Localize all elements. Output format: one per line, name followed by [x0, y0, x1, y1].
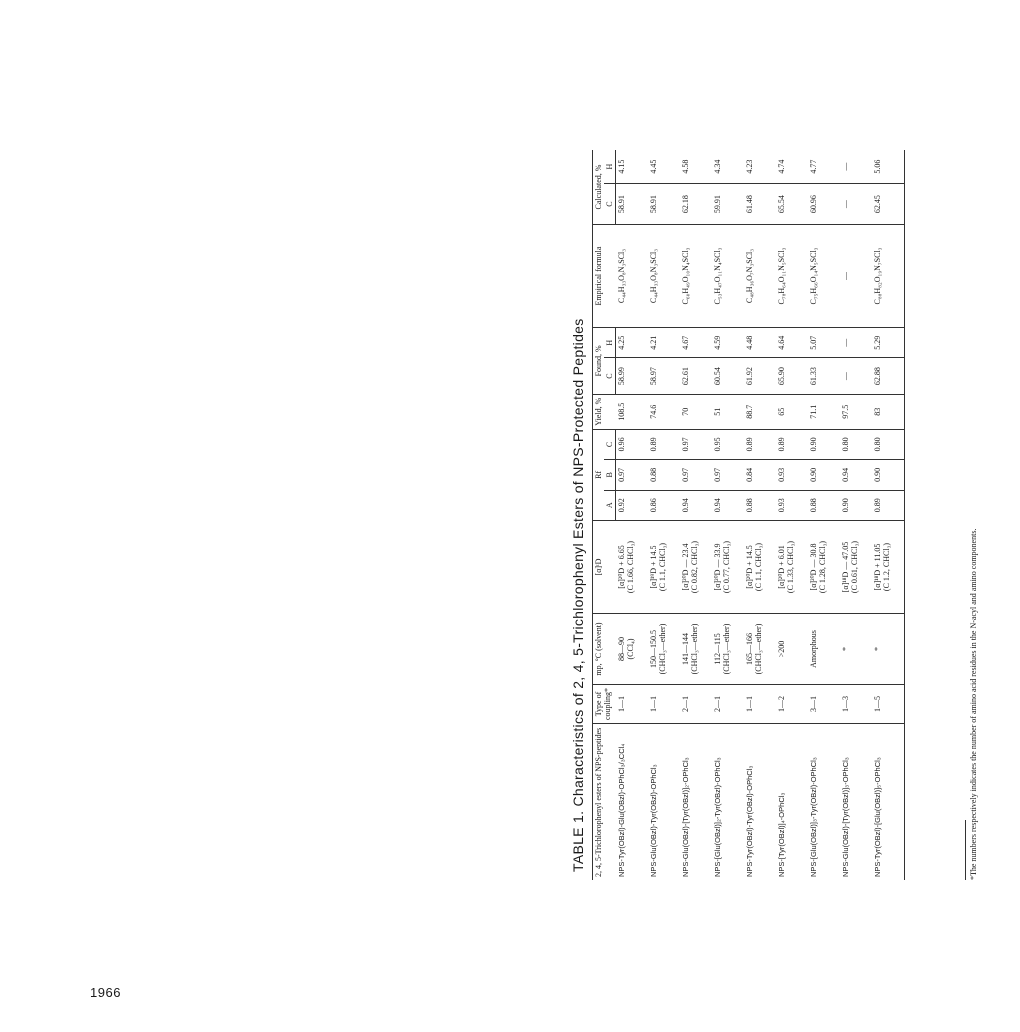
cell-rf-c-text: 0.89 — [649, 437, 658, 452]
cell-calc-h — [712, 150, 744, 184]
cell-coupling — [776, 685, 808, 724]
table-row — [840, 150, 872, 880]
cell-mp-solvent-text: (CHCl₃—ether) — [722, 623, 731, 675]
cell-rf-a-text: 0.92 — [617, 498, 626, 513]
cell-peptide — [712, 724, 744, 881]
cell-calc-h — [872, 150, 905, 184]
cell-rf-c — [648, 429, 680, 459]
cell-mp — [744, 614, 776, 685]
cell-formula — [840, 225, 872, 328]
cell-mp — [840, 614, 872, 685]
cell-rf-b — [840, 460, 872, 490]
cell-found-c-text: 65.90 — [777, 367, 786, 386]
cell-found-h-text: 4.64 — [777, 335, 786, 350]
cell-yield-text: 65 — [777, 407, 786, 416]
cell-formula-text: C₅₃H₄₇O₁₁N₄SCl₃ — [713, 247, 722, 305]
cell-rf-a — [712, 490, 744, 520]
cell-mp-text: Amorphous — [809, 630, 818, 668]
cell-peptide-text: NPS-Glu(OBzl)-Tyr(OBzl)-OPhCl₃ — [649, 764, 658, 877]
cell-rf-a — [840, 490, 872, 520]
cell-formula — [776, 225, 808, 328]
cell-calc-c — [648, 184, 680, 225]
cell-yield — [648, 394, 680, 429]
cell-rotation-cond-text: (C 0.61, CHCl₃) — [850, 540, 859, 594]
cell-yield-text: 88.7 — [745, 404, 754, 419]
cell-found-c-text: — — [841, 372, 850, 381]
header-found-c: C — [604, 358, 616, 394]
cell-rotation — [680, 521, 712, 614]
cell-rf-b — [744, 460, 776, 490]
cell-calc-h-text: 4.23 — [745, 159, 754, 174]
cell-rf-b — [712, 460, 744, 490]
cell-found-c-text: 61.33 — [809, 367, 818, 386]
cell-formula-text: C₄₈H₃₆O₇N₃SCl₃ — [745, 248, 754, 304]
cell-formula-text: — — [841, 272, 850, 281]
cell-calc-c-text: — — [841, 200, 850, 209]
cell-calc-h — [776, 150, 808, 184]
cell-calc-c-text: 62.18 — [681, 195, 690, 214]
cell-rf-c-text: 0.89 — [777, 437, 786, 452]
cell-calc-h-text: 4.77 — [809, 159, 818, 174]
cell-peptide-text: NPS-[Glu(OBzl)]₂-Tyr(OBzl)-OPhCl₃ — [713, 757, 722, 877]
cell-rf-c-text: 0.90 — [809, 437, 818, 452]
cell-peptide — [616, 724, 649, 881]
cell-rf-c — [872, 429, 905, 459]
cell-found-h-text: 5.07 — [809, 335, 818, 350]
cell-calc-c — [680, 184, 712, 225]
cell-formula — [744, 225, 776, 328]
cell-rf-a-text: 0.88 — [745, 498, 754, 513]
cell-rotation — [712, 521, 744, 614]
cell-yield-text: 108.5 — [616, 402, 626, 421]
cell-calc-h-text: 5.06 — [873, 159, 882, 174]
cell-calc-c — [776, 184, 808, 225]
cell-rf-a-text: 0.86 — [649, 498, 658, 513]
cell-calc-c-text: 60.96 — [809, 195, 818, 214]
cell-mp — [680, 614, 712, 685]
cell-rf-c-text: 0.96 — [617, 437, 626, 452]
cell-found-c — [712, 358, 744, 394]
cell-found-c — [872, 358, 905, 394]
cell-peptide — [808, 724, 840, 881]
cell-calc-c — [616, 184, 649, 225]
header-rotation: [α]ᵗD — [593, 521, 616, 614]
cell-mp-text: 112—115 — [713, 633, 722, 665]
cell-found-h-text: — — [841, 338, 850, 347]
cell-peptide — [776, 724, 808, 881]
cell-rf-c — [808, 429, 840, 459]
cell-calc-h-text: 4.15 — [617, 159, 626, 174]
cell-found-c-text: 62.61 — [681, 367, 690, 386]
cell-rotation — [648, 521, 680, 614]
cell-calc-h-text: 4.34 — [713, 159, 722, 174]
cell-found-c-text: 61.92 — [745, 367, 754, 386]
cell-peptide-text: NPS-Glu(OBzl)-[Tyr(OBzl)]₃-OPhCl₃ — [841, 757, 850, 877]
rotated-table-block — [570, 120, 1020, 880]
header-calc-c: C — [604, 184, 616, 225]
cell-coupling-text: 3—1 — [809, 696, 818, 712]
cell-calc-h — [680, 150, 712, 184]
cell-rf-b — [648, 460, 680, 490]
cell-rf-c-text: 0.80 — [841, 437, 850, 452]
cell-peptide-text: NPS-Tyr(OBzl)-Glu(OBzl)-OPhCl₃/₃CCl₄ — [616, 743, 626, 877]
cell-rf-a — [616, 490, 649, 520]
cell-peptide — [840, 724, 872, 881]
cell-rotation-cond-text: (C 1.33, CHCl₃) — [786, 540, 795, 594]
cell-rotation-text: [α]²⁰D — 23.4 — [681, 543, 690, 591]
cell-formula — [808, 225, 840, 328]
cell-formula — [616, 225, 649, 328]
table-row — [648, 150, 680, 880]
cell-rotation-text: [α]²⁰D + 6.01 — [777, 545, 786, 589]
cell-coupling — [712, 685, 744, 724]
cell-calc-h — [648, 150, 680, 184]
cell-coupling-text: 2—1 — [681, 696, 690, 712]
cell-rf-a-text: 0.93 — [777, 498, 786, 513]
header-coupling: Type of coupling* — [593, 685, 616, 724]
cell-coupling — [744, 685, 776, 724]
cell-found-h — [808, 328, 840, 358]
cell-coupling — [680, 685, 712, 724]
header-peptide: 2, 4, 5-Trichlorophenyl esters of NPS-peptides — [593, 724, 616, 881]
cell-mp — [648, 614, 680, 685]
cell-found-h — [616, 328, 649, 358]
table-row — [776, 150, 808, 880]
cell-mp — [872, 614, 905, 685]
cell-rf-b-text: 0.84 — [745, 467, 754, 482]
cell-formula-text: C₆₀H₄₉O₁₀N₄SCl₃ — [681, 247, 690, 305]
cell-coupling — [840, 685, 872, 724]
cell-peptide-text: NPS-Glu(OBzl)-[Tyr(OBzl)]₂-OPhCl₃ — [681, 757, 690, 877]
cell-mp-solvent-text: (CHCl₃—ether) — [754, 623, 763, 675]
cell-rotation — [840, 521, 872, 614]
cell-coupling-text: 1—3 — [841, 696, 850, 712]
cell-formula — [680, 225, 712, 328]
cell-coupling-text: 2—1 — [713, 696, 722, 712]
cell-calc-c — [808, 184, 840, 225]
cell-rotation-cond-text: (C 1.1, CHCl₃) — [754, 542, 763, 592]
cell-mp-text: 88—90 — [616, 637, 626, 661]
cell-rf-c-text: 0.97 — [681, 437, 690, 452]
table-footnote: *The numbers respectively indicates the number of amino acid residues in the N-acyl and amino components. — [969, 528, 978, 880]
cell-peptide-text: NPS-[Glu(OBzl)]₃-Tyr(OBzl)-OPhCl₃ — [809, 757, 818, 877]
cell-rf-b-text: 0.97 — [713, 467, 722, 482]
table-row — [680, 150, 712, 880]
cell-rf-a — [680, 490, 712, 520]
cell-formula-text: C₇₈H₆₄O₁₁N₅SCl₃ — [777, 247, 786, 305]
header-rf-a: A — [604, 490, 616, 520]
footnote-rule — [965, 820, 966, 880]
cell-calc-c — [872, 184, 905, 225]
cell-peptide-text: NPS-[Tyr(OBzl)]₄-OPhCl₃ — [777, 792, 786, 877]
cell-yield — [872, 394, 905, 429]
cell-mp-solvent-text: (CHCl₃—ether) — [658, 623, 667, 675]
cell-coupling-text: 1—5 — [873, 696, 882, 712]
cell-rotation — [744, 521, 776, 614]
cell-yield — [840, 394, 872, 429]
header-found: Found, % — [593, 328, 605, 395]
cell-rf-a-text: 0.89 — [873, 498, 882, 513]
cell-peptide — [744, 724, 776, 881]
cell-calc-c-text: 59.91 — [713, 195, 722, 214]
cell-rf-c-text: 0.80 — [873, 437, 882, 452]
cell-yield-text: 51 — [713, 407, 722, 416]
cell-rf-a — [776, 490, 808, 520]
cell-rf-b-text: 0.93 — [777, 467, 786, 482]
cell-rotation — [616, 521, 649, 614]
cell-rf-b — [616, 460, 649, 490]
cell-yield — [808, 394, 840, 429]
cell-calc-h-text: — — [841, 162, 850, 171]
cell-rf-b — [680, 460, 712, 490]
cell-formula — [872, 225, 905, 328]
cell-rf-c-text: 0.89 — [745, 437, 754, 452]
cell-rf-a-text: 0.94 — [681, 498, 690, 513]
table-row — [872, 150, 905, 880]
cell-calc-c-text: 61.48 — [745, 195, 754, 214]
header-calc-h: H — [604, 150, 616, 184]
cell-found-c-text: 60.54 — [713, 367, 722, 386]
header-formula: Empirical formula — [593, 225, 616, 328]
table-row — [712, 150, 744, 880]
cell-found-c — [744, 358, 776, 394]
cell-rotation-text: [α]¹⁸D — 47.05 — [841, 541, 850, 593]
cell-calc-h — [840, 150, 872, 184]
cell-rf-a — [872, 490, 905, 520]
cell-rotation-cond-text: (C 1.28, CHCl₃) — [818, 540, 827, 594]
cell-found-h — [872, 328, 905, 358]
cell-coupling — [808, 685, 840, 724]
header-found-h: H — [604, 328, 616, 358]
cell-rotation-text: [α]²⁰D + 14.5 — [745, 545, 754, 589]
cell-mp-solvent-text: (CCl₄) — [625, 638, 635, 660]
cell-calc-h-text: 4.58 — [681, 159, 690, 174]
cell-coupling — [872, 685, 905, 724]
cell-yield-text: 70 — [681, 407, 690, 416]
cell-peptide-text: NPS-Tyr(OBzl)-Tyr(OBzl)-OPhCl₃ — [745, 765, 754, 877]
characteristics-table — [592, 150, 905, 880]
header-rf-b: B — [604, 460, 616, 490]
cell-found-h — [712, 328, 744, 358]
cell-yield — [776, 394, 808, 429]
cell-found-h — [744, 328, 776, 358]
header-calc: Calculated, % — [593, 150, 605, 225]
cell-mp — [808, 614, 840, 685]
cell-calc-c-text: 58.91 — [617, 195, 626, 214]
cell-calc-h-text: 4.74 — [777, 159, 786, 174]
cell-rotation-text: [α]²⁰D + 6.65 — [616, 545, 626, 589]
cell-found-c-text: 58.99 — [617, 367, 626, 386]
cell-rotation-cond-text: (C 1.2, CHCl₃) — [882, 542, 891, 592]
cell-yield — [744, 394, 776, 429]
cell-rotation — [808, 521, 840, 614]
cell-rf-b-text: 0.97 — [681, 467, 690, 482]
cell-mp — [616, 614, 649, 685]
cell-peptide-text: NPS-Tyr(OBzl)-[Glu(OBzl)]₅-OPhCl₃ — [873, 757, 882, 877]
cell-rf-c — [776, 429, 808, 459]
table-body — [616, 150, 905, 880]
cell-found-h-text: 4.21 — [649, 335, 658, 350]
cell-rotation — [776, 521, 808, 614]
cell-yield-text: 71.1 — [809, 404, 818, 419]
cell-coupling — [616, 685, 649, 724]
cell-calc-h — [744, 150, 776, 184]
cell-peptide — [648, 724, 680, 881]
cell-rotation-text: [α]¹⁸D + 11.05 — [873, 543, 882, 591]
cell-mp-text: * — [841, 647, 850, 651]
cell-calc-h — [808, 150, 840, 184]
cell-rotation — [872, 521, 905, 614]
cell-mp-text: >200 — [777, 640, 786, 658]
cell-rf-a-text: 0.94 — [713, 498, 722, 513]
cell-rf-a — [744, 490, 776, 520]
cell-rf-c-text: 0.95 — [713, 437, 722, 452]
cell-found-c-text: 62.88 — [873, 367, 882, 386]
cell-coupling-text: 1—1 — [616, 696, 626, 712]
cell-calc-c — [744, 184, 776, 225]
cell-found-h — [776, 328, 808, 358]
cell-yield-text: 74.6 — [649, 404, 658, 419]
cell-coupling-text: 1—1 — [745, 696, 754, 712]
cell-mp-solvent-text: (CHCl₃—ether) — [690, 623, 699, 675]
cell-yield — [616, 394, 649, 429]
cell-rf-a — [648, 490, 680, 520]
cell-yield-text: 97.5 — [841, 404, 850, 419]
cell-calc-c-text: 65.54 — [777, 195, 786, 214]
cell-calc-h-text: 4.45 — [649, 159, 658, 174]
table-caption: TABLE 1. Characteristics of 2, 4, 5-Trichlorophenyl Esters of NPS-Protected Peptides — [570, 318, 586, 872]
header-mp: mp, °C (solvent) — [593, 614, 616, 685]
cell-calc-c-text: 58.91 — [649, 195, 658, 214]
cell-rotation-text: [α]¹⁹D + 14.5 — [649, 545, 658, 589]
cell-yield — [680, 394, 712, 429]
cell-formula-text: C₄₄H₃₃O₈N₃SCl₃ — [649, 248, 658, 304]
cell-rotation-cond-text: (C 1.1, CHCl₃) — [658, 542, 667, 592]
cell-rf-c — [712, 429, 744, 459]
cell-mp — [712, 614, 744, 685]
cell-rf-b-text: 0.90 — [809, 467, 818, 482]
cell-calc-c — [840, 184, 872, 225]
table-row — [616, 150, 649, 880]
cell-rf-b-text: 0.94 — [841, 467, 850, 482]
cell-rf-c — [744, 429, 776, 459]
header-yield: Yield, % — [593, 394, 616, 429]
cell-mp-text: 165—166 — [745, 633, 754, 665]
cell-found-h — [680, 328, 712, 358]
cell-rf-b — [776, 460, 808, 490]
cell-rf-a-text: 0.88 — [809, 498, 818, 513]
cell-mp — [776, 614, 808, 685]
cell-found-c — [776, 358, 808, 394]
cell-found-h — [648, 328, 680, 358]
cell-calc-c — [712, 184, 744, 225]
header-rf-c: C — [604, 429, 616, 459]
cell-rf-b — [872, 460, 905, 490]
cell-rf-c — [680, 429, 712, 459]
cell-yield — [712, 394, 744, 429]
cell-rotation-text: [α]²⁰D — 33.9 — [713, 543, 722, 591]
cell-coupling — [648, 685, 680, 724]
cell-rf-b-text: 0.97 — [617, 467, 626, 482]
cell-calc-c-text: 62.45 — [873, 195, 882, 214]
cell-formula-text: C₈₈H₈₂O₁₉N₇SCl₃ — [873, 247, 882, 305]
cell-found-h-text: 5.29 — [873, 335, 882, 350]
header-rf: Rf — [593, 429, 605, 520]
cell-rf-c — [616, 429, 649, 459]
cell-rf-b-text: 0.90 — [873, 467, 882, 482]
table-row — [744, 150, 776, 880]
cell-found-c — [808, 358, 840, 394]
cell-rf-a — [808, 490, 840, 520]
cell-found-h — [840, 328, 872, 358]
cell-rotation-cond-text: (C 0.77, CHCl₃) — [722, 540, 731, 594]
cell-mp-text: * — [873, 647, 882, 651]
table-row — [808, 150, 840, 880]
cell-peptide — [680, 724, 712, 881]
cell-rotation-text: [α]²⁰D — 30.8 — [809, 543, 818, 591]
cell-found-c — [616, 358, 649, 394]
cell-formula — [648, 225, 680, 328]
cell-mp-text: 141—144 — [681, 633, 690, 665]
cell-yield-text: 83 — [873, 407, 882, 416]
cell-rf-c — [840, 429, 872, 459]
cell-rotation-cond-text: (C 1.66, CHCl₃) — [625, 540, 635, 594]
cell-coupling-text: 1—1 — [649, 696, 658, 712]
cell-found-c — [648, 358, 680, 394]
cell-formula-text: C₄₄H₃₃O₈N₃SCl₃ — [616, 248, 626, 304]
cell-found-h-text: 4.25 — [617, 335, 626, 350]
cell-found-c-text: 58.97 — [649, 367, 658, 386]
cell-found-h-text: 4.67 — [681, 335, 690, 350]
page-number: 1966 — [90, 985, 121, 1000]
cell-peptide — [872, 724, 905, 881]
cell-rotation-cond-text: (C 0.82, CHCl₃) — [690, 540, 699, 594]
cell-formula — [712, 225, 744, 328]
cell-found-c — [680, 358, 712, 394]
cell-found-h-text: 4.59 — [713, 335, 722, 350]
cell-coupling-text: 1—2 — [777, 696, 786, 712]
cell-found-c — [840, 358, 872, 394]
cell-calc-h — [616, 150, 649, 184]
cell-mp-text: 150—150.5 — [649, 630, 658, 668]
cell-rf-b — [808, 460, 840, 490]
cell-found-h-text: 4.48 — [745, 335, 754, 350]
cell-rf-a-text: 0.90 — [841, 498, 850, 513]
cell-rf-b-text: 0.88 — [649, 467, 658, 482]
cell-formula-text: C₇₅H₆₆O₁₄N₅SCl₃ — [809, 247, 818, 305]
